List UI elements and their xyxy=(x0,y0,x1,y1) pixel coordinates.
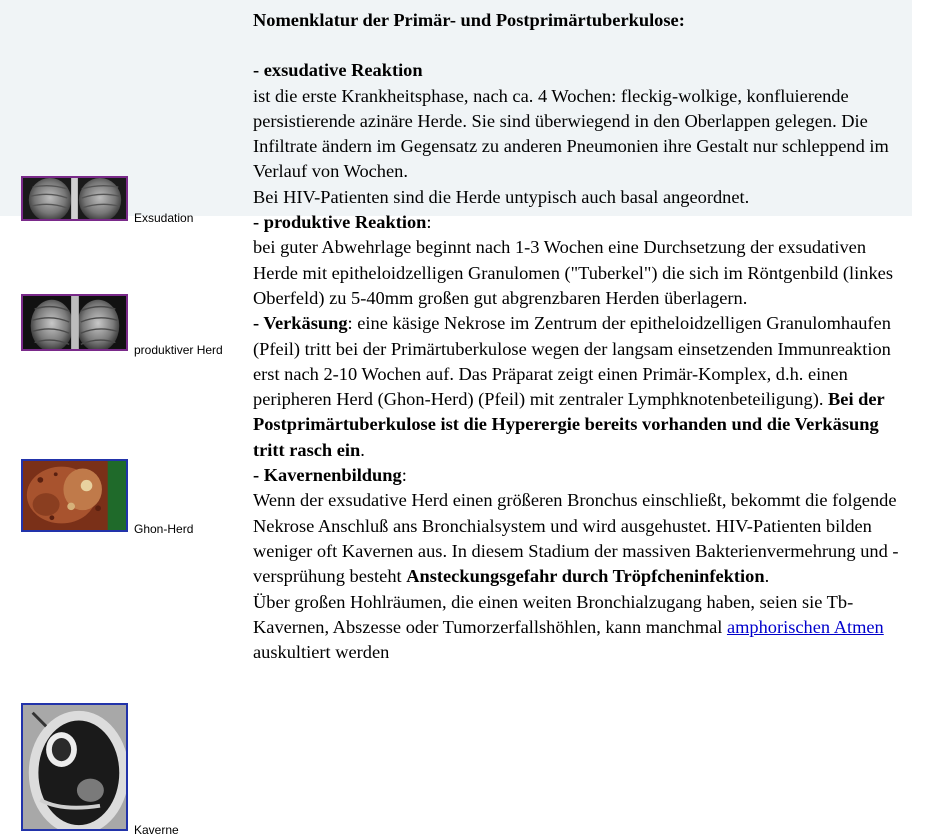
section-text-hiv: Bei HIV-Patienten sind die Herde untypisch auch basal angeordnet. xyxy=(253,186,750,207)
section-title-exsudative: - exsudative Reaktion xyxy=(253,60,423,81)
section-text-hohlraeume: Über großen Hohlräumen, die einen weiten Bronchialzugang haben, seien sie Tb-Kavernen, Abszesse oder Tumorzerfallshöhlen, kann manchmal xyxy=(253,591,854,637)
period: . xyxy=(764,566,770,587)
section-bold-verkaesung: Bei der Postprimärtuberkulose ist die Hyperergie bereits vorhanden und die Verkäsung tritt rasch ein xyxy=(253,389,885,460)
pathology-specimen-image xyxy=(23,461,126,530)
section-title-verkaesung: - Verkäsung xyxy=(253,313,348,334)
section-text-produktive: bei guter Abwehrlage beginnt nach 1-3 Wochen eine Durchsetzung der exsudativen Herde mit epitheloidzelligen Granulomen ("Tuberkel") die sich im Röntgenbild (linkes Oberfeld) zu 5-40mm großen gut abgrenzbaren Herden überlagern. xyxy=(253,237,893,308)
section-bold-kavernen: Ansteckungsgefahr durch Tröpfcheninfektion xyxy=(406,566,765,587)
chest-xray-image xyxy=(23,296,126,349)
section-exsudative xyxy=(253,58,913,665)
period: . xyxy=(360,439,365,460)
ct-scan-image xyxy=(23,705,126,829)
thumbnail-caption: Exsudation xyxy=(134,211,194,225)
colon: : xyxy=(401,465,407,486)
thumbnail-caption: produktiver Herd xyxy=(134,343,223,357)
section-text-verkaesung: : eine käsige Nekrose im Zentrum der epitheloidzelligen Granulomhaufen (Pfeil) tritt bei der Primärtuberkulose wegen der langsam einsetzenden Immunreaktion erst nach 2-10 Wochen auf. Das Präparat zeigt einen Primär-Komplex, d.h. einen peripheren Herd (Ghon-Herd) (Pfeil) mit zentraler Lymphknotenbeteiligung). xyxy=(253,313,891,410)
chest-xray-image xyxy=(23,178,126,219)
page-title: Nomenklatur der Primär- und Postprimärtuberkulose: xyxy=(253,10,685,30)
produktiver-herd-thumbnail[interactable] xyxy=(21,294,128,351)
ghon-herd-thumbnail[interactable] xyxy=(21,459,128,532)
exsudation-thumbnail[interactable] xyxy=(21,176,128,221)
section-title-kavernen: - Kavernenbildung xyxy=(253,465,402,486)
thumbnail-caption: Ghon-Herd xyxy=(134,522,194,536)
thumbnail-caption: Kaverne xyxy=(134,823,179,837)
article-body xyxy=(253,8,913,665)
section-text-end: auskultiert werden xyxy=(253,642,390,663)
colon: : xyxy=(426,212,432,233)
section-text-exsudative: ist die erste Krankheitsphase, nach ca. 4 Wochen: fleckig-wolkige, konfluierende persistierende azinäre Herde. Sie sind überwiegend in den Oberlappen gelegen. Die Infiltrate ändern im Gegensatz zu anderen Pneumonien ihre Gestalt nur schleppend im Verlauf von Wochen. xyxy=(253,85,889,182)
section-text-kavernen: Wenn der exsudative Herd einen größeren Bronchus einschließt, bekommt die folgende Nekrose Anschluß ans Bronchialsystem und wird ausgehustet. HIV-Patienten bilden weniger oft Kavernen aus. In diesem Stadium der massiven Bakterienvermehrung und -versprühung besteht xyxy=(253,490,899,587)
amphorisches-atmen-link[interactable]: amphorischen Atmen xyxy=(726,616,884,637)
section-title-produktive: - produktive Reaktion xyxy=(253,212,427,233)
kaverne-thumbnail[interactable] xyxy=(21,703,128,831)
